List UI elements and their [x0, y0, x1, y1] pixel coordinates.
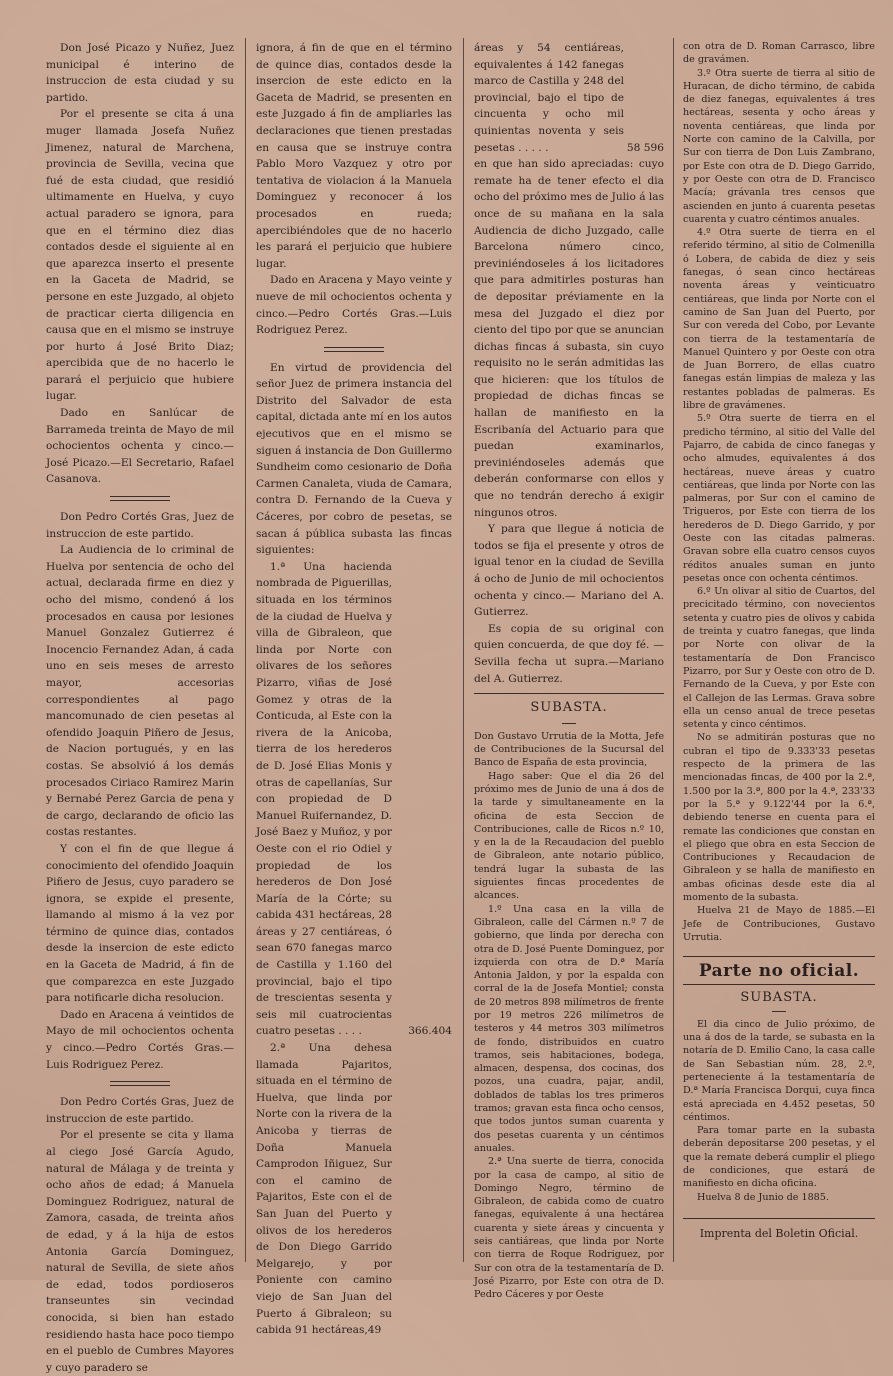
printer-footer: Imprenta del Boletin Oficial.	[699, 1226, 859, 1240]
column-rule	[463, 38, 464, 1262]
column-4	[683, 40, 875, 1262]
notice-signature: Dado en Aracena á veintidos de Mayo de mil ochocientos ochenta y cinco.—Pedro Cortés Gras.— Luis Rodriguez Perez.	[46, 1008, 234, 1071]
property-item: 6.º Un olivar al sitio de Cuartos, del precicitado término, con novecientos setenta y cuatro pies de olivos y cabida de treinta y cuatro fanegas, que linda por Norte con olivar de la testamentaría de Don Francisco Pizarro, por Sur y Oeste con otro de D. Fernando de la Cueva, y por Este con el Callejon de las Lermas. Grava sobre ella un censo anual de trece pesetas setenta y cinco céntimos.	[683, 586, 875, 731]
property-item: 1.º Una casa en la villa de Gibraleon, calle del Cármen n.º 7 de gobierno, que linda por derecha con otra de D. José Puente Dominguez, por izquierda con otra de D.ª María Antonia Jaldon, y por la espalda con corral de la de Josefa Montiel; consta de 20 metros 898 milímetros de frente por 19 metros 226 milímetros de testeros y 44 metros 303 milímetros de fondo, distribuidos en cuatro tramos, seis habitaciones, bodega, almacen, despensa, dos cocinas, dos pozos, una cuadra, pajar, andil, doblados de tablas los tres primeros tramos; gravan esta finca ocho censos, que todos juntos suman cuarenta y dos pesetas cuarenta y un céntimos anuales.	[474, 903, 664, 1154]
section-title: Parte no oficial.	[698, 961, 860, 982]
notice-heading: Don José Picazo y Nuñez, Juez municipal é interino de instruccion de esta ciudad y su partido.	[46, 42, 234, 104]
notice-body: No se admitirán posturas que no cubran el tipo de 9.333'33 pesetas respecto de la primera de las mencionadas fincas, de 400 por la 2.ª, 1.500 por la 3.ª, 800 por la 4.ª, 233'33 por la 5.ª y 9.122'44 por la 6.ª, debiendo tenerse en cuenta para el remate las condiciones que constan en el pliego que obra en esta Seccion de Contribuciones y Recaudacion de Gibraleon y se halla de manifiesto en ambas oficinas desde este dia al momento de la subasta.	[683, 732, 875, 903]
rule	[683, 984, 875, 985]
section-heading: SUBASTA.	[530, 700, 608, 716]
rule	[474, 693, 664, 694]
property-text: áreas y 54 centiáreas, equivalentes á 142 fanegas marco de Castilla y 248 del provincial, bajo el tipo de cincuenta y ocho mil quinientas noventa y seis pesetas . . . . .	[474, 42, 624, 154]
property-item	[474, 40, 664, 156]
notice-signature: Huelva 8 de Junio de 1885.	[697, 1191, 829, 1203]
property-item: 3.º Otra suerte de tierra al sitio de Huracan, de dicho término, de cabida de diez fanegas, equivalentes á tres hectáreas, sesenta y ocho áreas y noventa centiáreas, que linda por Norte con camino de la Calvilla, por Sur con tierra de Don Luis Zambrano, por Este con otra de D. Diego Garrido, y por Oeste con otra de D. Francisco Macía; grávanla tres censos que ascienden en junto á cuarenta pesetas cuarenta y cuatro céntimos anuales.	[683, 67, 875, 225]
rule	[683, 956, 875, 957]
property-text: 1.ª Una hacienda nombrada de Piguerillas, situada en los términos de la ciudad de Huelva y villa de Gibraleon, que linda por Norte con olivares de los señores Pizarro, viñas de José Gomez y otras de la Conticuda, al Este con la rivera de la Anicoba, tierra de los herederos de D. José Elias Monis y otras de capellanías, Sur con propiedad de D Manuel Ruifernandez, D. José Baez y Muñoz, y por Oeste con el rio Odiel y propiedad de los herederos de Don José María de la Córte; su cabida 431 hectáreas, 28 áreas y 27 centiáreas, ó sean 670 fanegas marco de Castilla y 1.160 del provincial, bajo el tipo de trescientas sesenta y seis mil cuatrocientas cuatro pesetas . . . .	[256, 560, 392, 1038]
notice-body: en que han sido apreciadas: cuyo remate ha de tener efecto el dia ocho del próximo mes de Julio á las once de su mañana en la sala Audiencia de dicho Juzgado, calle Barcelona número cinco, previniéndoseles á los licitadores que para admitirles posturas han de depositar préviamente en la mesa del Juzgado el diez por ciento del tipo por que se anuncian dichas fincas á subasta, sin cuyo requisito no le serán admitidas las que hicieren: que los títulos de propiedad de dichas fincas se hallan de manifiesto en la Escribanía del Actuario para que puedan examinarlos, previniéndoseles además que deberán conformarse con ellos y que no tendrán derecho á exigir ningunos otros.	[474, 158, 665, 519]
notice-signature: Huelva 21 de Mayo de 1885.—El Jefe de Contribuciones, Gustavo Urrutia.	[683, 905, 875, 943]
notice-signature: Dado en Sanlúcar de Barrameda treinta de Mayo de mil ochocientos ochenta y cinco.— José Picazo.—El Secretario, Rafael Casanova.	[46, 407, 234, 486]
column-rule	[245, 38, 246, 1262]
notice-body: Y con el fin de que llegue á conocimiento del ofendido Joaquin Piñero de Jesus, cuyo paradero se ignora, se expide el presente, llamando al mismo á la vez por término de quince dias, contados desde la insercion de este edicto en la Gaceta de Madrid, á fin de que comparezca en este Juzgado para notificarle dicha resolucion.	[46, 842, 234, 1005]
notice-body: Por el presente se cita y llama al ciego José García Agudo, natural de Málaga y de treinta y ocho años de edad; á Manuela Dominguez Rodriguez, natural de Zamora, casada, de treinta años de edad, y á la hija de estos Antonia García Dominguez, natural de Sevilla, de siete años de edad, todos pordioseros transeuntes sin vecindad conocida, si bien han estado residiendo hasta hace poco tiempo en el pueblo de Cumbres Mayores y cuyo paradero se	[46, 1129, 234, 1374]
notice-body: El dia cinco de Julio próximo, de una á dos de la tarde, se subasta en la notaría de D. Emilio Cano, la casa calle de San Sebastian núm. 28, 2.º, perteneciente á la testamentaría de D.ª María Francisca Dorqui, cuya finca está apreciada en 4.452 pesetas, 50 céntimos.	[683, 1018, 875, 1123]
separator	[110, 1081, 170, 1086]
property-item: con otra de D. Roman Carrasco, libre de gravámen.	[683, 41, 875, 66]
notice-heading: Don Gustavo Urrutia de la Motta, Jefe de Contribuciones de la Sucursal del Banco de España de esta provincia,	[474, 730, 664, 769]
notice-heading: Don Pedro Cortés Gras, Juez de instruccion de este partido.	[46, 1096, 234, 1125]
property-item: 5.º Otra suerte de tierra en el predicho término, al sitio del Valle del Pajarro, de cabida de cinco fanegas y ocho almudes, equivalentes á dos hectáreas, nueve áreas y cuatro centiáreas, que linda por Norte con las palmeras, por Sur con el camino de Trigueros, por Este con tierra de los herederos de D. Diego Garrido, y por Oeste con las citadas palmeras. Gravan sobre ella cuatro censos cuyos réditos anuales suman en junto pesetas once con ochenta céntimos.	[683, 413, 875, 584]
column-1	[46, 40, 234, 1374]
property-item: 2.ª Una suerte de tierra, conocida por la casa de campo, al sitio de Domingo Negro, término de Gibraleon, de cabida como de cuatro fanegas, equivalente á una hectárea cuarenta y siete áreas y cincuenta y seis cantiáreas, que linda por Norte con tierra de Roque Rodriguez, por Sur con otra de la testamentaría de D. José Pizarro, por Este con otra de D. Pedro Cáceres y por Oeste	[474, 1156, 664, 1301]
property-amount: 58 596	[626, 141, 664, 154]
auction-intro: En virtud de providencia del señor Juez de primera instancia del Distrito del Salvador de esta capital, dictada ante mí en los autos ejecutivos que en el mismo se siguen á instancia de Don Guillermo Sundheim como cesionario de Doña Carmen Canaleta, viuda de Camara, contra D. Fernando de la Cueva y Cáceres, por cobro de pesetas, se sacan á pública subasta las fincas siguientes:	[256, 361, 452, 557]
notice-body: Hago saber: Que el dia 26 del próximo mes de Junio de una á dos de la tarde y simultaneamente en la oficina de esta Seccion de Contribuciones, calle de Ricos n.º 10, y en la de la Recaudacion del pueblo de Gibraleon, ante notario público, tendrá lugar la subasta de las siguientes fincas procedentes de alcances.	[474, 770, 664, 902]
separator	[324, 347, 384, 352]
notice-signature: Dado en Aracena y Mayo veinte y nueve de mil ochocientos ochenta y cinco.—Pedro Cortés Gras.—Luis Rodriguez Perez.	[256, 274, 452, 337]
notice-heading: Don Pedro Cortés Gras, Juez de instruccion de este partido.	[46, 511, 234, 540]
column-3	[474, 40, 665, 1301]
notice-body: ignora, á fin de que en el término de quince dias, contados desde la insercion de este edicto en la Gaceta de Madrid, se presenten en este Juzgado á fin de ampliarles las declaraciones que tienen prestadas en causa que se instruye contra Pablo Moro Vazquez y otro por tentativa de violacion á la Manuela Dominguez y reconocer á los procesados en rueda; apercibiéndoles que de no hacerlo les parará el perjuicio que hubiere lugar.	[256, 42, 452, 270]
property-amount: 366.404	[408, 1025, 452, 1038]
heading-underline	[772, 1011, 786, 1012]
heading-underline	[562, 723, 576, 724]
column-rule	[673, 38, 674, 1262]
notice-signature: Es copia de su original con quien concuerda, de que doy fé. —Sevilla fecha ut supra.—Mariano del A. Gutierrez.	[474, 622, 664, 685]
property-item	[256, 559, 452, 1040]
property-item: 4.º Otra suerte de tierra en el referido término, al sitio de Colmenilla ó Lobera, de cabida de diez y seis fanegas, ó sean cinco hectáreas noventa áreas y veinticuatro centiáreas, que linda por Norte con el camino de San Juan del Puerto, por Sur con vereda del Cobo, por Levante con tierra de la testamentaría de Manuel Quintero y por Oeste con otra de Juan Borrero, de ellas cuatro fanegas están limpias de maleza y las restantes pobladas de palmeras. Es libre de gravámenes.	[683, 227, 875, 412]
column-2	[256, 40, 452, 1337]
separator	[110, 496, 170, 501]
notice-body: Por el presente se cita á una muger llamada Josefa Nuñez Jimenez, natural de Marchena, provincia de Sevilla, vecina que fué de esta ciudad, que residió ultimamente en Huelva, y cuyo actual paradero se ignora, para que en el término diez dias contados desde el siguiente al en que aparezca inserto el presente en la Gaceta de Madrid, se persone en este Juzgado, al objeto de practicar cierta diligencia en causa que en el mismo se instruye por hurto á José Brito Diaz; apercibida que de no hacerlo le parará el perjuicio que hubiere lugar.	[46, 108, 234, 403]
property-item: 2.ª Una dehesa llamada Pajaritos, situada en el término de Huelva, que linda por Norte con la rivera de la Anicoba y tierras de Doña Manuela Camprodon Iñiguez, Sur con el camino de Pajaritos, Este con el de San Juan del Puerto y olivos de los herederos de Don Diego Garrido Melgarejo, y por Poniente con camino viejo de San Juan del Puerto á Gibraleon; su cabida 91 hectáreas,49	[256, 1042, 392, 1337]
notice-body: Y para que llegue á noticia de todos se fija el presente y otros de igual tenor en la ciudad de Sevilla á ocho de Junio de mil ochocientos ochenta y cinco.— Mariano del A. Gutierrez.	[474, 523, 664, 619]
notice-body: La Audiencia de lo criminal de Huelva por sentencia de ocho del actual, declarada firme en diez y ocho del mismo, condenó á los procesados en causa por lesiones Manuel Gonzalez Gutierrez é Inocencio Fernandez Adan, á cada uno en seis meses de arresto mayor, accesorias correspondientes al pago mancomunado de cien pesetas al ofendido Joaquin Piñero de Jesus, de Nacion portugués, y en las costas. Se absolvió á los demás procesados Ciriaco Ramirez Marin y Bernabé Perez Garcia de pena y de cargo, declarando de oficio las costas restantes.	[46, 544, 234, 839]
rule	[683, 1218, 875, 1219]
notice-body: Para tomar parte en la subasta deberán depositarse 200 pesetas, y el que la remate deberá cumplir el pliego de condiciones, que estará de manifiesto en dicha oficina.	[683, 1125, 875, 1190]
section-heading: SUBASTA.	[740, 990, 818, 1006]
